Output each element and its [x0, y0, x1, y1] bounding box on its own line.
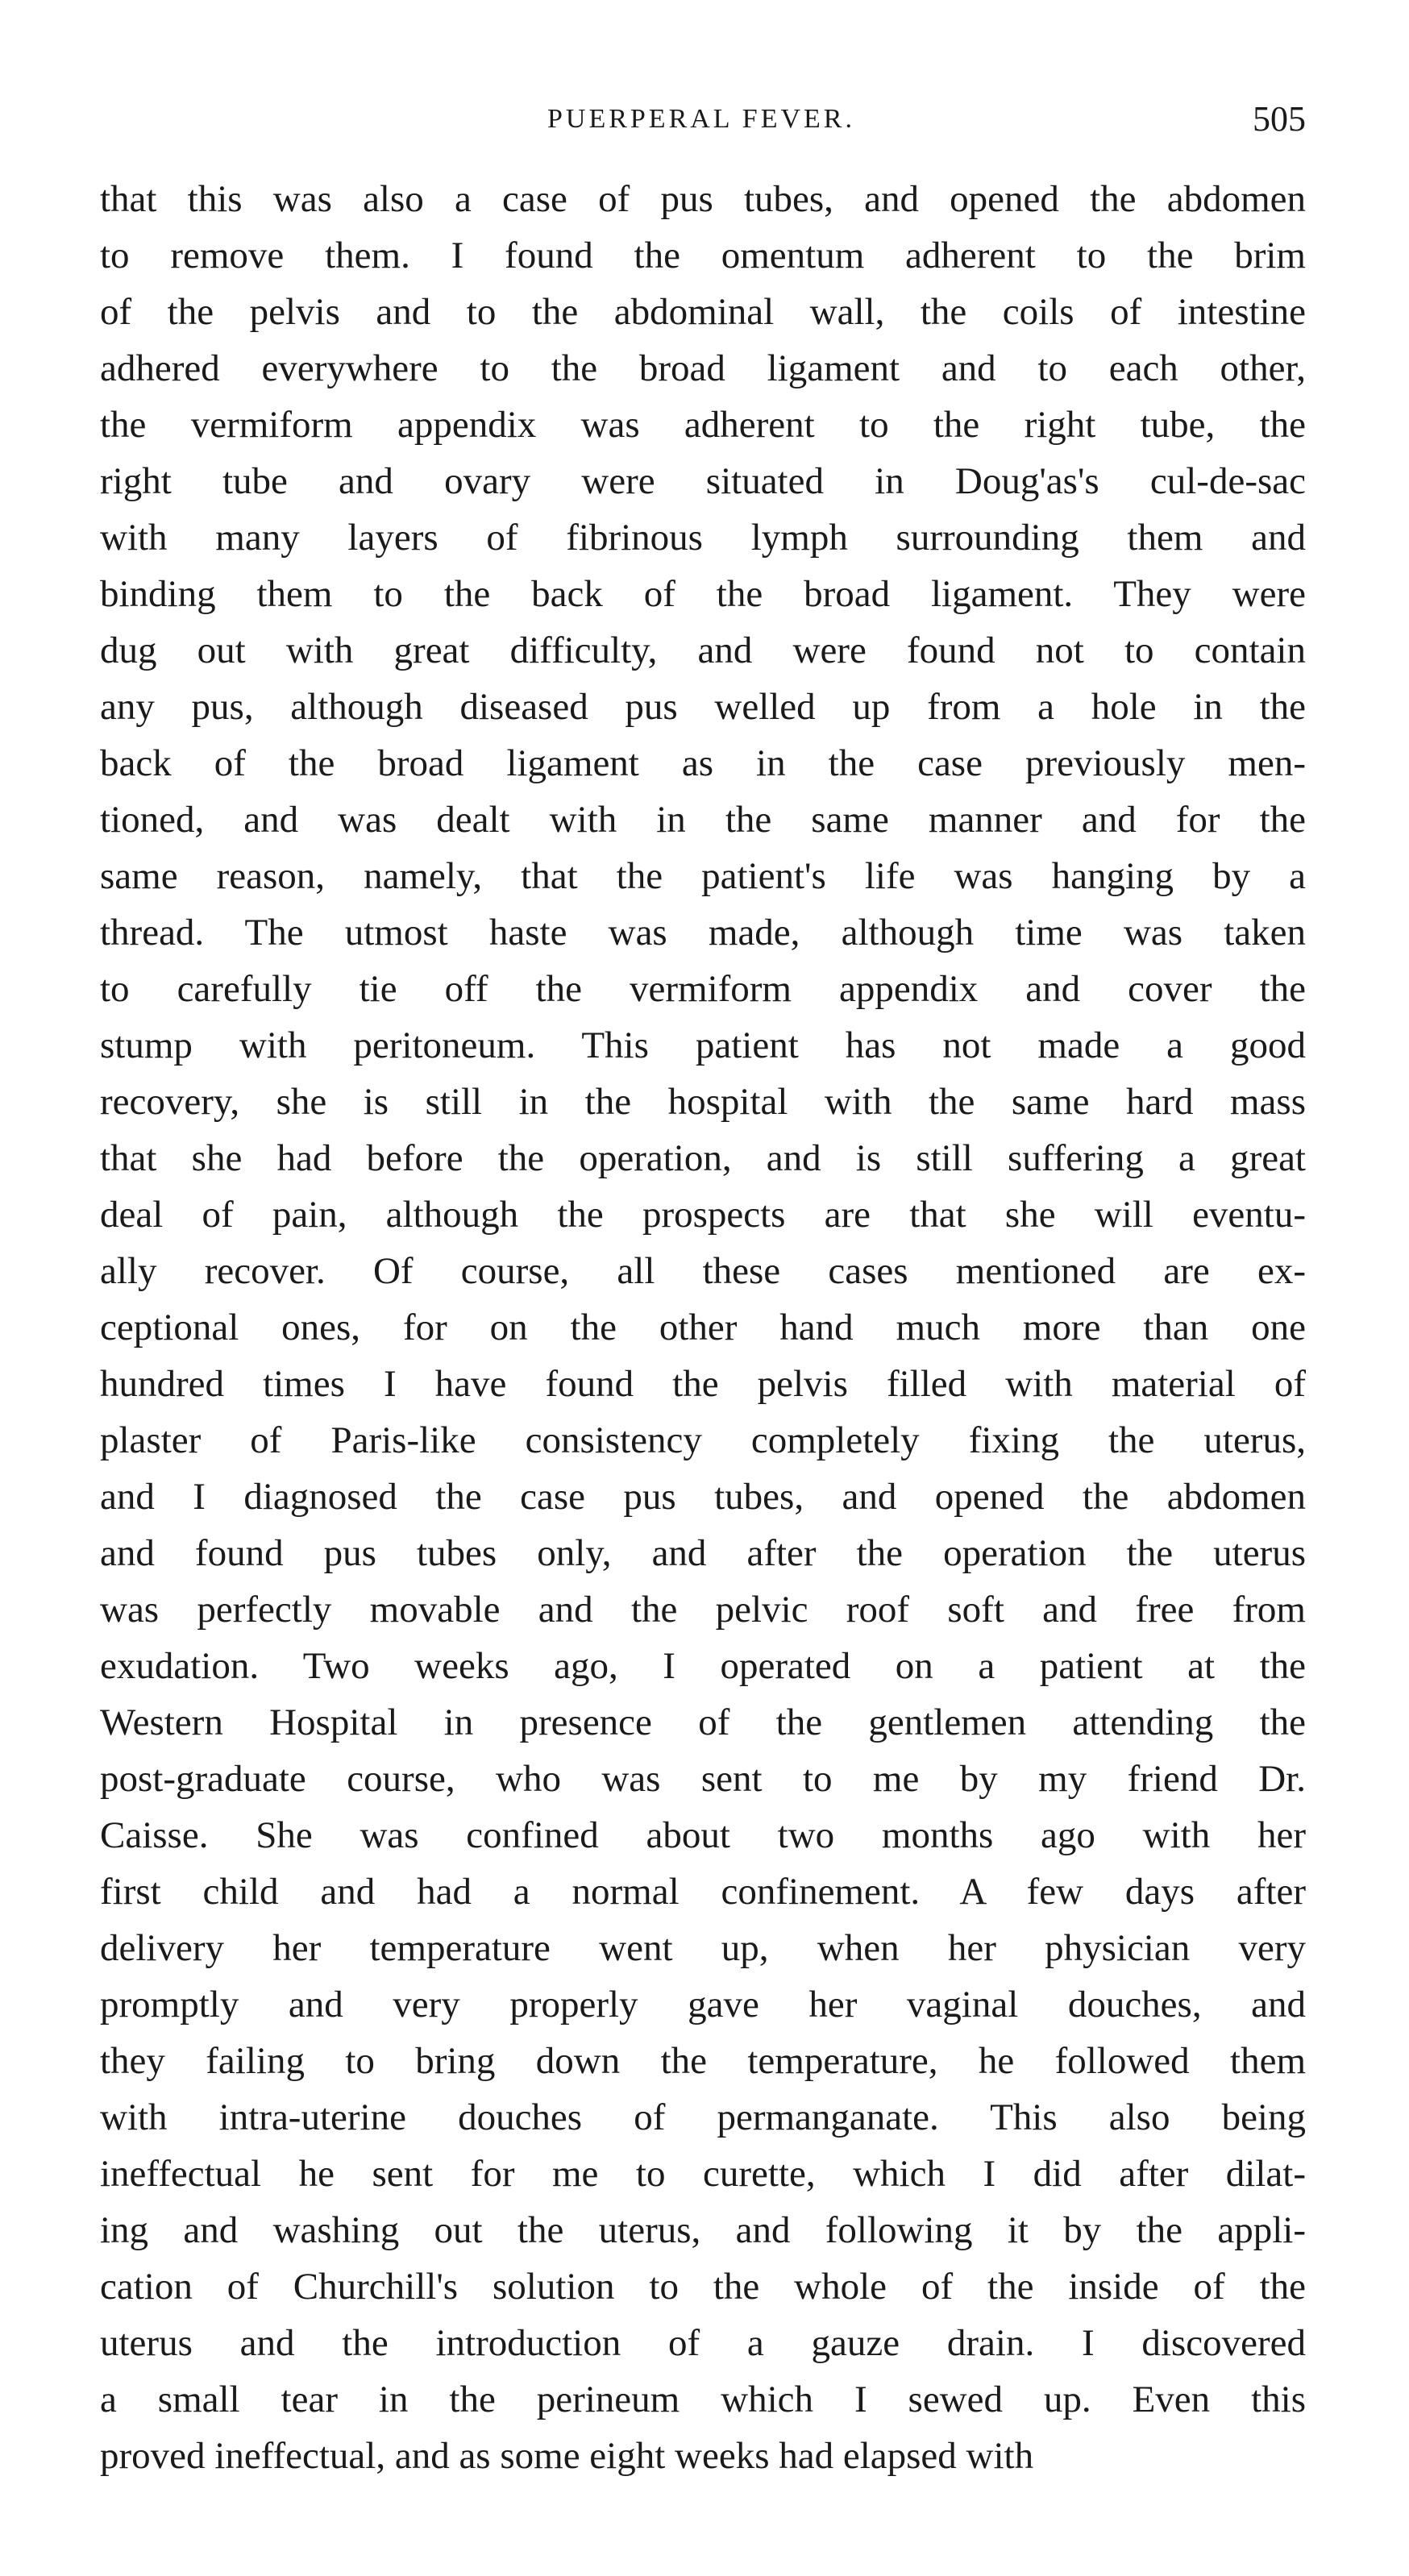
text-line: back of the broad ligament as in the case previously men- [100, 742, 1306, 784]
text-line: delivery her temperature went up, when her physician very [100, 1927, 1306, 1969]
text-line: deal of pain, although the prospects are that she will eventu- [100, 1194, 1306, 1236]
text-line: exudation. Two weeks ago, I operated on a patient at the [100, 1645, 1306, 1687]
text-line: first child and had a normal confinement. A few days after [100, 1871, 1306, 1913]
text-line: that she had before the operation, and is still suffering a great [100, 1137, 1306, 1179]
text-line: ally recover. Of course, all these cases mentioned are ex- [100, 1250, 1306, 1292]
text-line: thread. The utmost haste was made, although time was taken [100, 912, 1306, 954]
text-line: ing and washing out the uterus, and following it by the appli- [100, 2209, 1306, 2251]
text-line: with many layers of fibrinous lymph surrounding them and [100, 517, 1306, 559]
text-line: dug out with great difficulty, and were found not to contain [100, 629, 1306, 671]
running-title: PUERPERAL FEVER. [547, 104, 855, 134]
page-number: 505 [1253, 99, 1306, 139]
text-line: with intra-uterine douches of permanganate. This also being [100, 2096, 1306, 2138]
text-line: to remove them. I found the omentum adherent to the brim [100, 235, 1306, 276]
text-line: any pus, although diseased pus welled up from a hole in the [100, 686, 1306, 728]
text-line: adhered everywhere to the broad ligament and to each other, [100, 347, 1306, 389]
text-line: stump with peritoneum. This patient has not made a good [100, 1024, 1306, 1066]
text-line: to carefully tie off the vermiform appendix and cover the [100, 968, 1306, 1010]
text-line: plaster of Paris-like consistency completely fixing the uterus, [100, 1419, 1306, 1461]
body-text [100, 171, 1306, 2484]
text-line: recovery, she is still in the hospital with the same hard mass [100, 1081, 1306, 1123]
text-line: hundred times I have found the pelvis filled with material of [100, 1363, 1306, 1405]
text-line: of the pelvis and to the abdominal wall, the coils of intestine [100, 291, 1306, 333]
text-line: and I diagnosed the case pus tubes, and opened the abdomen [100, 1476, 1306, 1518]
text-line: that this was also a case of pus tubes, and opened the abdomen [100, 178, 1306, 220]
text-line: ineffectual he sent for me to curette, which I did after dilat- [100, 2153, 1306, 2195]
text-line: and found pus tubes only, and after the operation the uterus [100, 1532, 1306, 1574]
text-line: was perfectly movable and the pelvic roof soft and free from [100, 1589, 1306, 1631]
running-head [97, 95, 1306, 143]
text-line: proved ineffectual, and as some eight weeks had elapsed with [100, 2435, 1034, 2477]
text-line: post-graduate course, who was sent to me by my friend Dr. [100, 1758, 1306, 1800]
text-line: tioned, and was dealt with in the same manner and for the [100, 799, 1306, 841]
text-line: uterus and the introduction of a gauze drain. I discovered [100, 2322, 1306, 2364]
text-line: Caisse. She was confined about two months ago with her [100, 1814, 1306, 1856]
text-line: they failing to bring down the temperature, he followed them [100, 2040, 1306, 2082]
text-line: same reason, namely, that the patient's life was hanging by a [100, 855, 1306, 897]
text-line: the vermiform appendix was adherent to the right tube, the [100, 404, 1306, 446]
text-line: promptly and very properly gave her vaginal douches, and [100, 1984, 1306, 2025]
text-line: Western Hospital in presence of the gentlemen attending the [100, 1701, 1306, 1743]
text-line: binding them to the back of the broad ligament. They were [100, 573, 1306, 615]
text-line: ceptional ones, for on the other hand much more than one [100, 1307, 1306, 1348]
text-line: a small tear in the perineum which I sewed up. Even this [100, 2379, 1306, 2420]
text-line: right tube and ovary were situated in Doug'as's cul-de-sac [100, 460, 1306, 502]
text-line: cation of Churchill's solution to the whole of the inside of the [100, 2266, 1306, 2308]
